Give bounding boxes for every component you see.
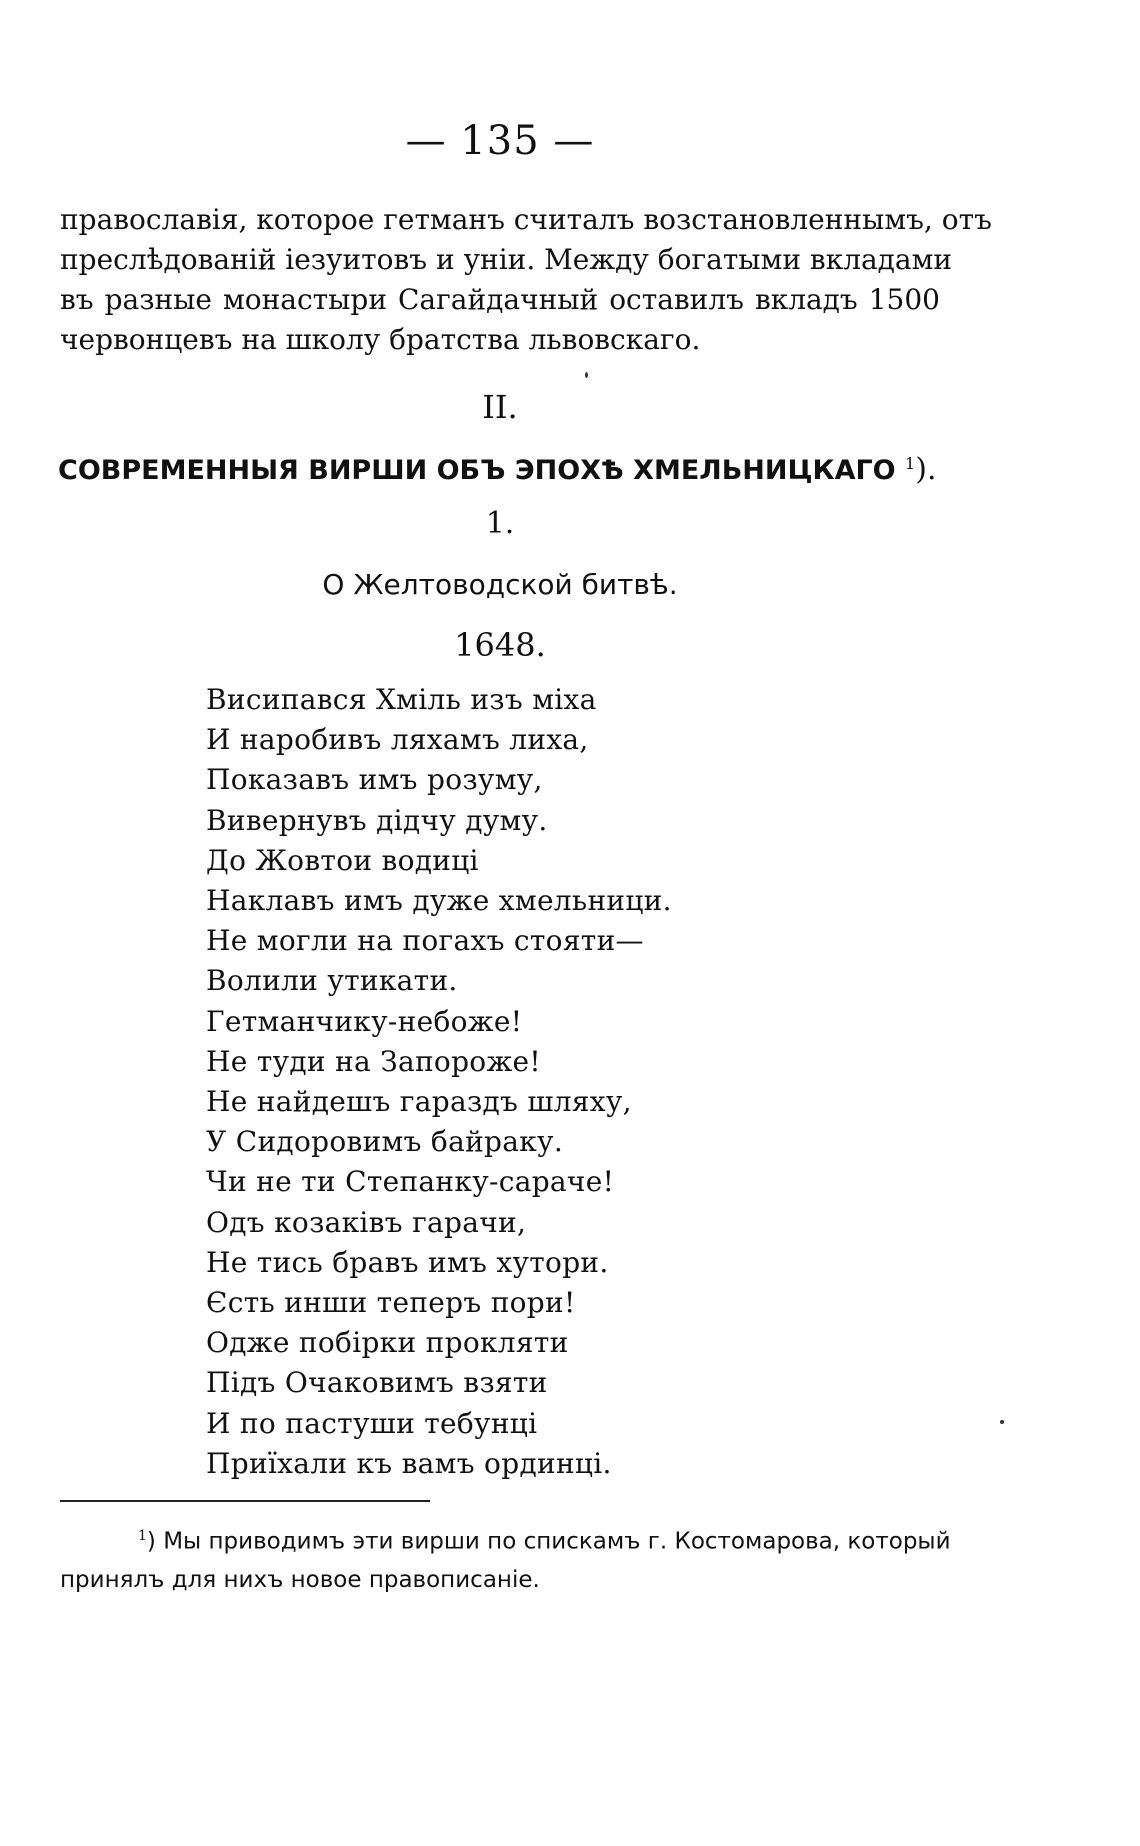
poem-line: Висипався Хміль изъ міха (206, 683, 597, 716)
poem-year: 1648. (454, 626, 546, 664)
footnote-marker: 1 (138, 1528, 147, 1544)
poem-line: Вивернувъ дідчу думу. (206, 803, 548, 837)
poem-title: О Желтоводской битвѣ. (322, 568, 678, 601)
poem-line: Гетманчику-небоже! (206, 1004, 523, 1038)
ink-speck (585, 372, 588, 378)
poem-number: 1. (485, 506, 515, 541)
ink-speck (1000, 1420, 1004, 1424)
intro-line: преслѣдованій іезуитовъ и уніи. Между богатыми вкладами (60, 243, 953, 276)
section-footnote-marker: 1 (905, 454, 916, 473)
poem-line: У Сидоровимъ байраку. (206, 1125, 564, 1159)
poem-line: Не могли на погахъ стояти— (206, 924, 644, 958)
poem-line: Волили утикати. (206, 964, 458, 998)
poem-line: Одъ козаківъ гарачи, (206, 1205, 527, 1239)
footnote-rule (60, 1500, 430, 1502)
poem-line: И по пастуши тебунці (206, 1406, 538, 1440)
intro-paragraph (60, 200, 992, 360)
poem-line: Підъ Очаковимъ взяти (206, 1366, 548, 1400)
poem-line: Наклавъ имъ дуже хмельници. (206, 884, 672, 918)
footnote-line: принялъ для нихъ новое правописаніе. (60, 1566, 540, 1593)
poem-line: Показавъ имъ розуму, (206, 763, 543, 797)
poem-line: Чи не ти Степанку-сараче! (206, 1165, 615, 1199)
poem-verse (206, 680, 766, 1484)
section-numeral: II. (482, 388, 518, 426)
poem-line: И наробивъ ляхамъ лиха, (206, 723, 589, 757)
poem-line: Не найдешъ гараздъ шляху, (206, 1085, 632, 1119)
poem-line: Приїхали къ вамъ ординці. (206, 1446, 612, 1480)
section-heading-tail: ). (915, 452, 937, 487)
poem-line: Єсть инши теперъ пори! (206, 1286, 576, 1320)
footnote-line (60, 1517, 951, 1561)
intro-line: православія, которое гетманъ считалъ возстановленнымъ, отъ (60, 203, 992, 236)
poem-line: Одже побірки прокляти (206, 1326, 569, 1360)
section-heading (58, 452, 958, 487)
poem-line: До Жовтои водиці (206, 843, 479, 877)
page-number: — 135 — (405, 118, 595, 164)
section-heading-text: СОВРЕМЕННЫЯ ВИРШИ ОБЪ ЭПОХѢ ХМЕЛЬНИЦКАГО (58, 455, 896, 486)
footnote-text: ) Мы приводимъ эти вирши по спискамъ г. Костомарова, который (146, 1528, 951, 1555)
intro-line: въ разные монастыри Сагайдачный оставилъ вкладъ 1500 (60, 283, 940, 316)
poem-line: Не туди на Запороже! (206, 1044, 541, 1078)
poem-line: Не тись бравъ имъ хутори. (206, 1245, 609, 1279)
intro-line: червонцевъ на школу братства львовскаго. (60, 323, 701, 356)
footnote (60, 1517, 951, 1599)
